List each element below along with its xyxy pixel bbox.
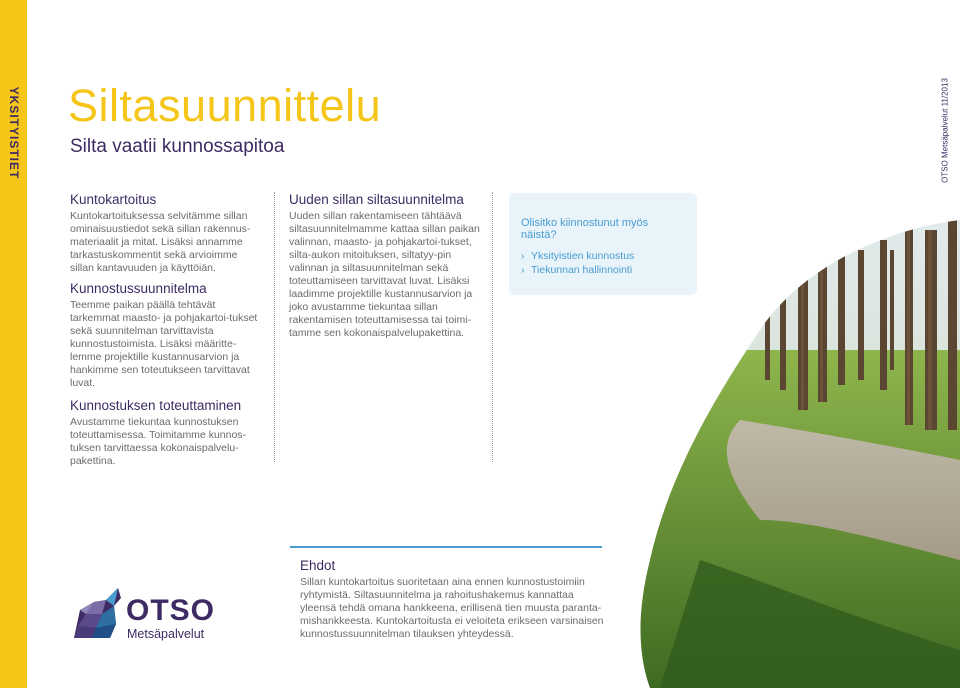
section-heading: Kunnostuksen toteuttaminen [70,398,242,413]
ehdot-rule [290,546,602,548]
logo-subtitle: Metsäpalvelut [127,627,205,641]
publication-note: OTSO Metsäpalvelut 11/2013 [940,78,950,183]
section-heading: Uuden sillan siltasuunnitelma [289,192,464,207]
section-heading: Ehdot [300,558,336,573]
chevron-right-icon: › [521,250,525,262]
section-kuntokartoitus [70,192,260,275]
section-body: Teemme paikan päällä tehtävät tarkemmat maasto- ja pohjakartoi-tukset sekä suunnitelman tarvittavista kunnostustoimista. Lisäksi määritte-lemme projektille kustannusarvion ja hankimme sen toteutukseen tarvittavat luvat. [70,299,258,389]
category-label: YKSITYISTIET [7,86,21,180]
chevron-right-icon: › [521,264,525,276]
related-service-item[interactable]: › Tiekunnan hallinnointi [521,264,633,276]
related-services-box [509,193,697,295]
column-divider [492,192,493,462]
section-ehdot [300,558,612,641]
page-title: Siltasuunnittelu [68,80,382,131]
related-services-title: Olisitko kiinnostunut myös näistä? [521,217,649,241]
section-kunnostussuunnitelma [70,281,265,390]
page-subtitle: Silta vaatii kunnossapitoa [70,136,285,157]
related-service-item[interactable]: › Yksityistien kunnostus [521,250,635,262]
section-body: Avustamme tiekuntaa kunnostuksen toteuttamisessa. Toimitamme kunnos-tuksen tarvittaessa kokonaispalvelu-pakettina. [70,416,247,467]
section-heading: Kunnostussuunnitelma [70,281,207,296]
bear-logo-icon [66,580,124,640]
section-kunnostuksen-toteuttaminen [70,398,250,468]
section-uuden-sillan-siltasuunnitelma [289,192,489,340]
section-body: Sillan kuntokartoitus suoritetaan aina ennen kunnostustoimiin ryhtymistä. Siltasuunnitelma ja rahoitushakemus kannattaa yleensä tehdä omana hankkeena, erillisenä tien muusta paranta-mishankkeesta. Kuntokartoitusta ei veloiteta erikseen varsinaisen kunnostussuunnitelman tilauksen yhteydessä. [300,576,604,640]
section-body: Kuntokartoituksessa selvitämme sillan ominaisuustiedot sekä sillan rakennus-materiaalit ja mitat. Lisäksi annamme tarkastuskommentit sekä arvioimme sillan kantavuuden ja käyttöiän. [70,210,251,274]
yellow-side-strip [0,0,27,688]
logo-name: OTSO [126,594,216,627]
column-divider [274,192,275,462]
related-services-list [521,249,634,277]
section-heading: Kuntokartoitus [70,192,157,207]
section-body: Uuden sillan rakentamiseen tähtäävä siltasuunnitelmamme kattaa sillan paikan valinnan, maasto- ja pohjakartoi-tukset, silta-aukon mitoituksen, siltatyy-pin valinnan ja siltasuunnitelman sekä toteuttamiseen tarvittavat luvat. Lisäksi laadimme projektille kustannusarvion ja joko avustamme tiekuntaa sillan rakentamisen toteuttamisessa tai toimi-tamme sen kokonaispalvelupakettina. [289,210,480,339]
